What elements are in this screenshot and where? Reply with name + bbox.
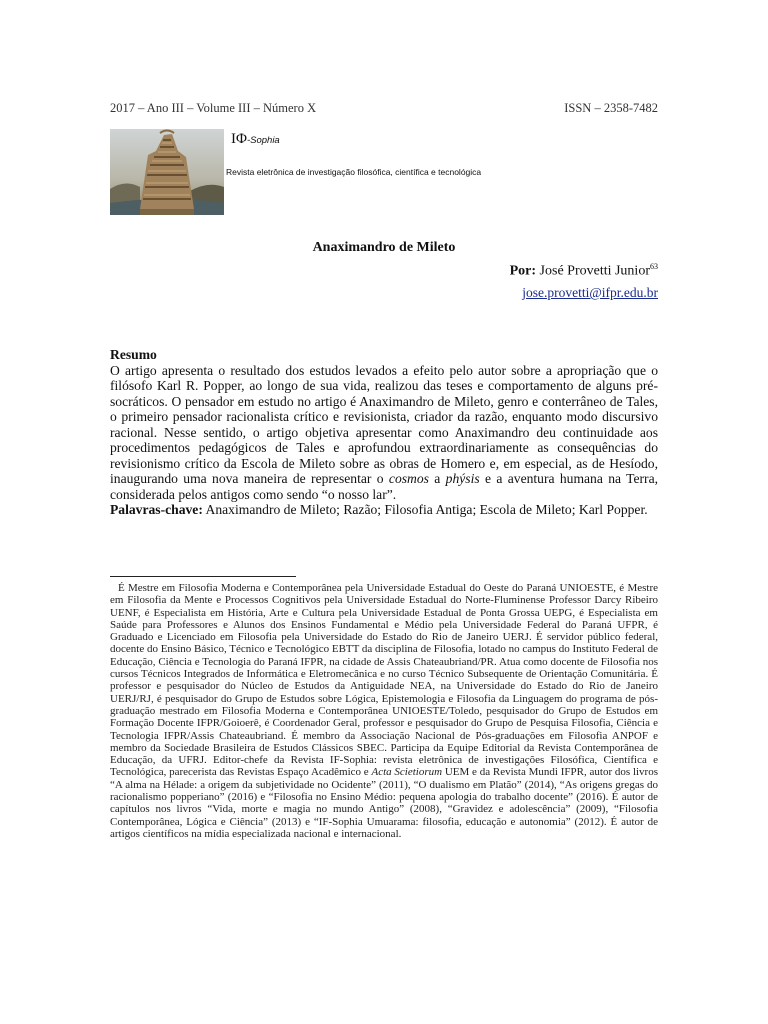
abstract-text-part: O artigo apresenta o resultado dos estudos levados a efeito pelo autor sobre a apropriação que o filósofo Karl R. Popper, ao longo de sua vida, realizou das teses e comportamento de alguns pré-socráticos. O pensador em estudo no artigo é Anaximandro de Mileto, genro e conterrâneo de Tales, o primeiro pensador racionalista crítico e revisionista, criador da razão, enquanto modo discursivo racional. Nesse sentido, o artigo objetiva apresentar como Anaximandro deu continuidade aos procedimentos pedagógicos de Tales e aprofundou extraordinariamente as consequências do revisionismo crítico da Escola de Mileto sobre as obras de Homero e, em especial, as de Hesíodo, inaugurando uma nova maneira de representar o: [110, 362, 658, 486]
journal-brand-title: [231, 131, 280, 148]
author-footnote: [110, 582, 658, 840]
issn: ISSN – 2358-7482: [564, 101, 658, 115]
abstract-heading: Resumo: [110, 347, 157, 362]
abstract-section: [110, 347, 658, 518]
term-physis: phýsis: [445, 471, 480, 486]
brand-main: IΦ: [231, 131, 247, 147]
term-cosmos: cosmos: [388, 471, 429, 486]
journal-description: Revista eletrônica de investigação filosófica, científica e tecnológica: [226, 167, 482, 177]
author-name: José Provetti Junior: [539, 263, 650, 279]
author-footnote-marker: 63: [650, 262, 658, 271]
issue-info: 2017 – Ano III – Volume III – Número X: [110, 101, 317, 115]
abstract-text-part: e a aventura humana na Terra, considerada pelos antigos como sendo “o nosso lar”.: [110, 471, 659, 502]
author-line: [510, 262, 658, 280]
author-prefix: Por:: [509, 263, 537, 279]
keywords-paragraph: [110, 502, 658, 518]
abstract-text: [110, 363, 658, 503]
journal-logo-image: [110, 129, 224, 215]
brand-sub: -Sophia: [246, 135, 280, 146]
journal-name-acta: Acta Scietiorum: [371, 766, 443, 779]
tower-of-babel-illustration: [110, 129, 224, 215]
footnote-divider: [110, 576, 296, 577]
keywords-list: Anaximandro de Mileto; Razão; Filosofia Antiga; Escola de Mileto; Karl Popper.: [205, 502, 648, 517]
journal-header: [110, 101, 658, 116]
keywords-label: Palavras-chave:: [110, 502, 203, 517]
footnote-text: É Mestre em Filosofia Moderna e Contemporânea pela Universidade Estadual do Oeste do Paraná UNIOESTE, é Mestre em Filosofia da Mente e Processos Cognitivos pela Universidade Estadual do Norte-Fluminense Professor Darcy Ribeiro UENF, é Especialista em História, Arte e Cultura pela Universidade Estadual de Ponta Grossa UEPG, é Especialista em Saúde para Professores e Alunos dos Ensinos Fundamental e Médio pela Universidade Federal do Paraná UFPR, é Graduado e Licenciado em Filosofia pela Universidade do Estado do Rio de Janeiro UERJ. É servidor público federal, docente do Ensino Básico, Técnico e Tecnológico EBTT da disciplina de Filosofia, lotado no campus do Instituto Federal de Educação, Ciência e Tecnologia do Paraná IFPR, na cidade de Assis Chateaubriand/PR. Atua como docente de Filosofia nos cursos Técnicos Integrados de Informática e Eletromecânica e no curso Técnico Subsequente de Orientação Comunitária. É professor e pesquisador do Núcleo de Estudos da Antiguidade NEA, na Universidade do Estado do Rio de Janeiro UERJ/RJ, é pesquisador do Grupo de Estudos sobre Lógica, Epistemologia e Filosofia da Linguagem do programa de pós-graduação mestrado em Filosofia Moderna e Contemporânea UNIOESTE/Toledo, pesquisador do Grupo de Estudos em Formação Docente IFPR/Goioerê, é Coordenador Geral, professor e pesquisador do Grupo de Pesquisa Filosofia, Ciência e Tecnologia IFPR/Assis Chateaubriand. É membro da Associação Nacional de Pós-graduações em Filosofia ANPOF e membro da Sociedade Brasileira de Estudos Clássicos SBEC. Participa da Equipe Editorial da Revista Contemporânea de Educação, da UFRJ. Editor-chefe da Revista IF-Sophia: revista eletrônica de investigações Filosófica, Científica e Tecnológica, parecerista das Revistas Espaço Acadêmico e: [110, 582, 658, 779]
article-title: Anaximandro de Mileto: [312, 240, 456, 255]
author-email-link[interactable]: jose.provetti@ifpr.edu.br: [522, 285, 658, 300]
footnote-text: UEM e da Revista Mundi IFPR, autor dos livros “A alma na Hélade: a origem da subjetividade no Ocidente” (2011), “O dualismo em Platão” (2014), “As origens gregas do racionalismo popperiano” (2016) e “Filosofia no Ensino Médio: pequena apologia do trabalho docente” (2016). É autor de capítulos nos livros “Vida, morte e magia no mundo Antigo” (2008), “Gravidez e adolescência” (2009), “Filosofia Contemporânea, Lógica e Ciência” (2013) e “IF-Sophia Umuarama: filosofia, educação e autonomia” (2012). É autor de artigos científicos na mídia especializada nacional e internacional.: [110, 766, 658, 840]
abstract-text-part: a: [434, 471, 441, 486]
